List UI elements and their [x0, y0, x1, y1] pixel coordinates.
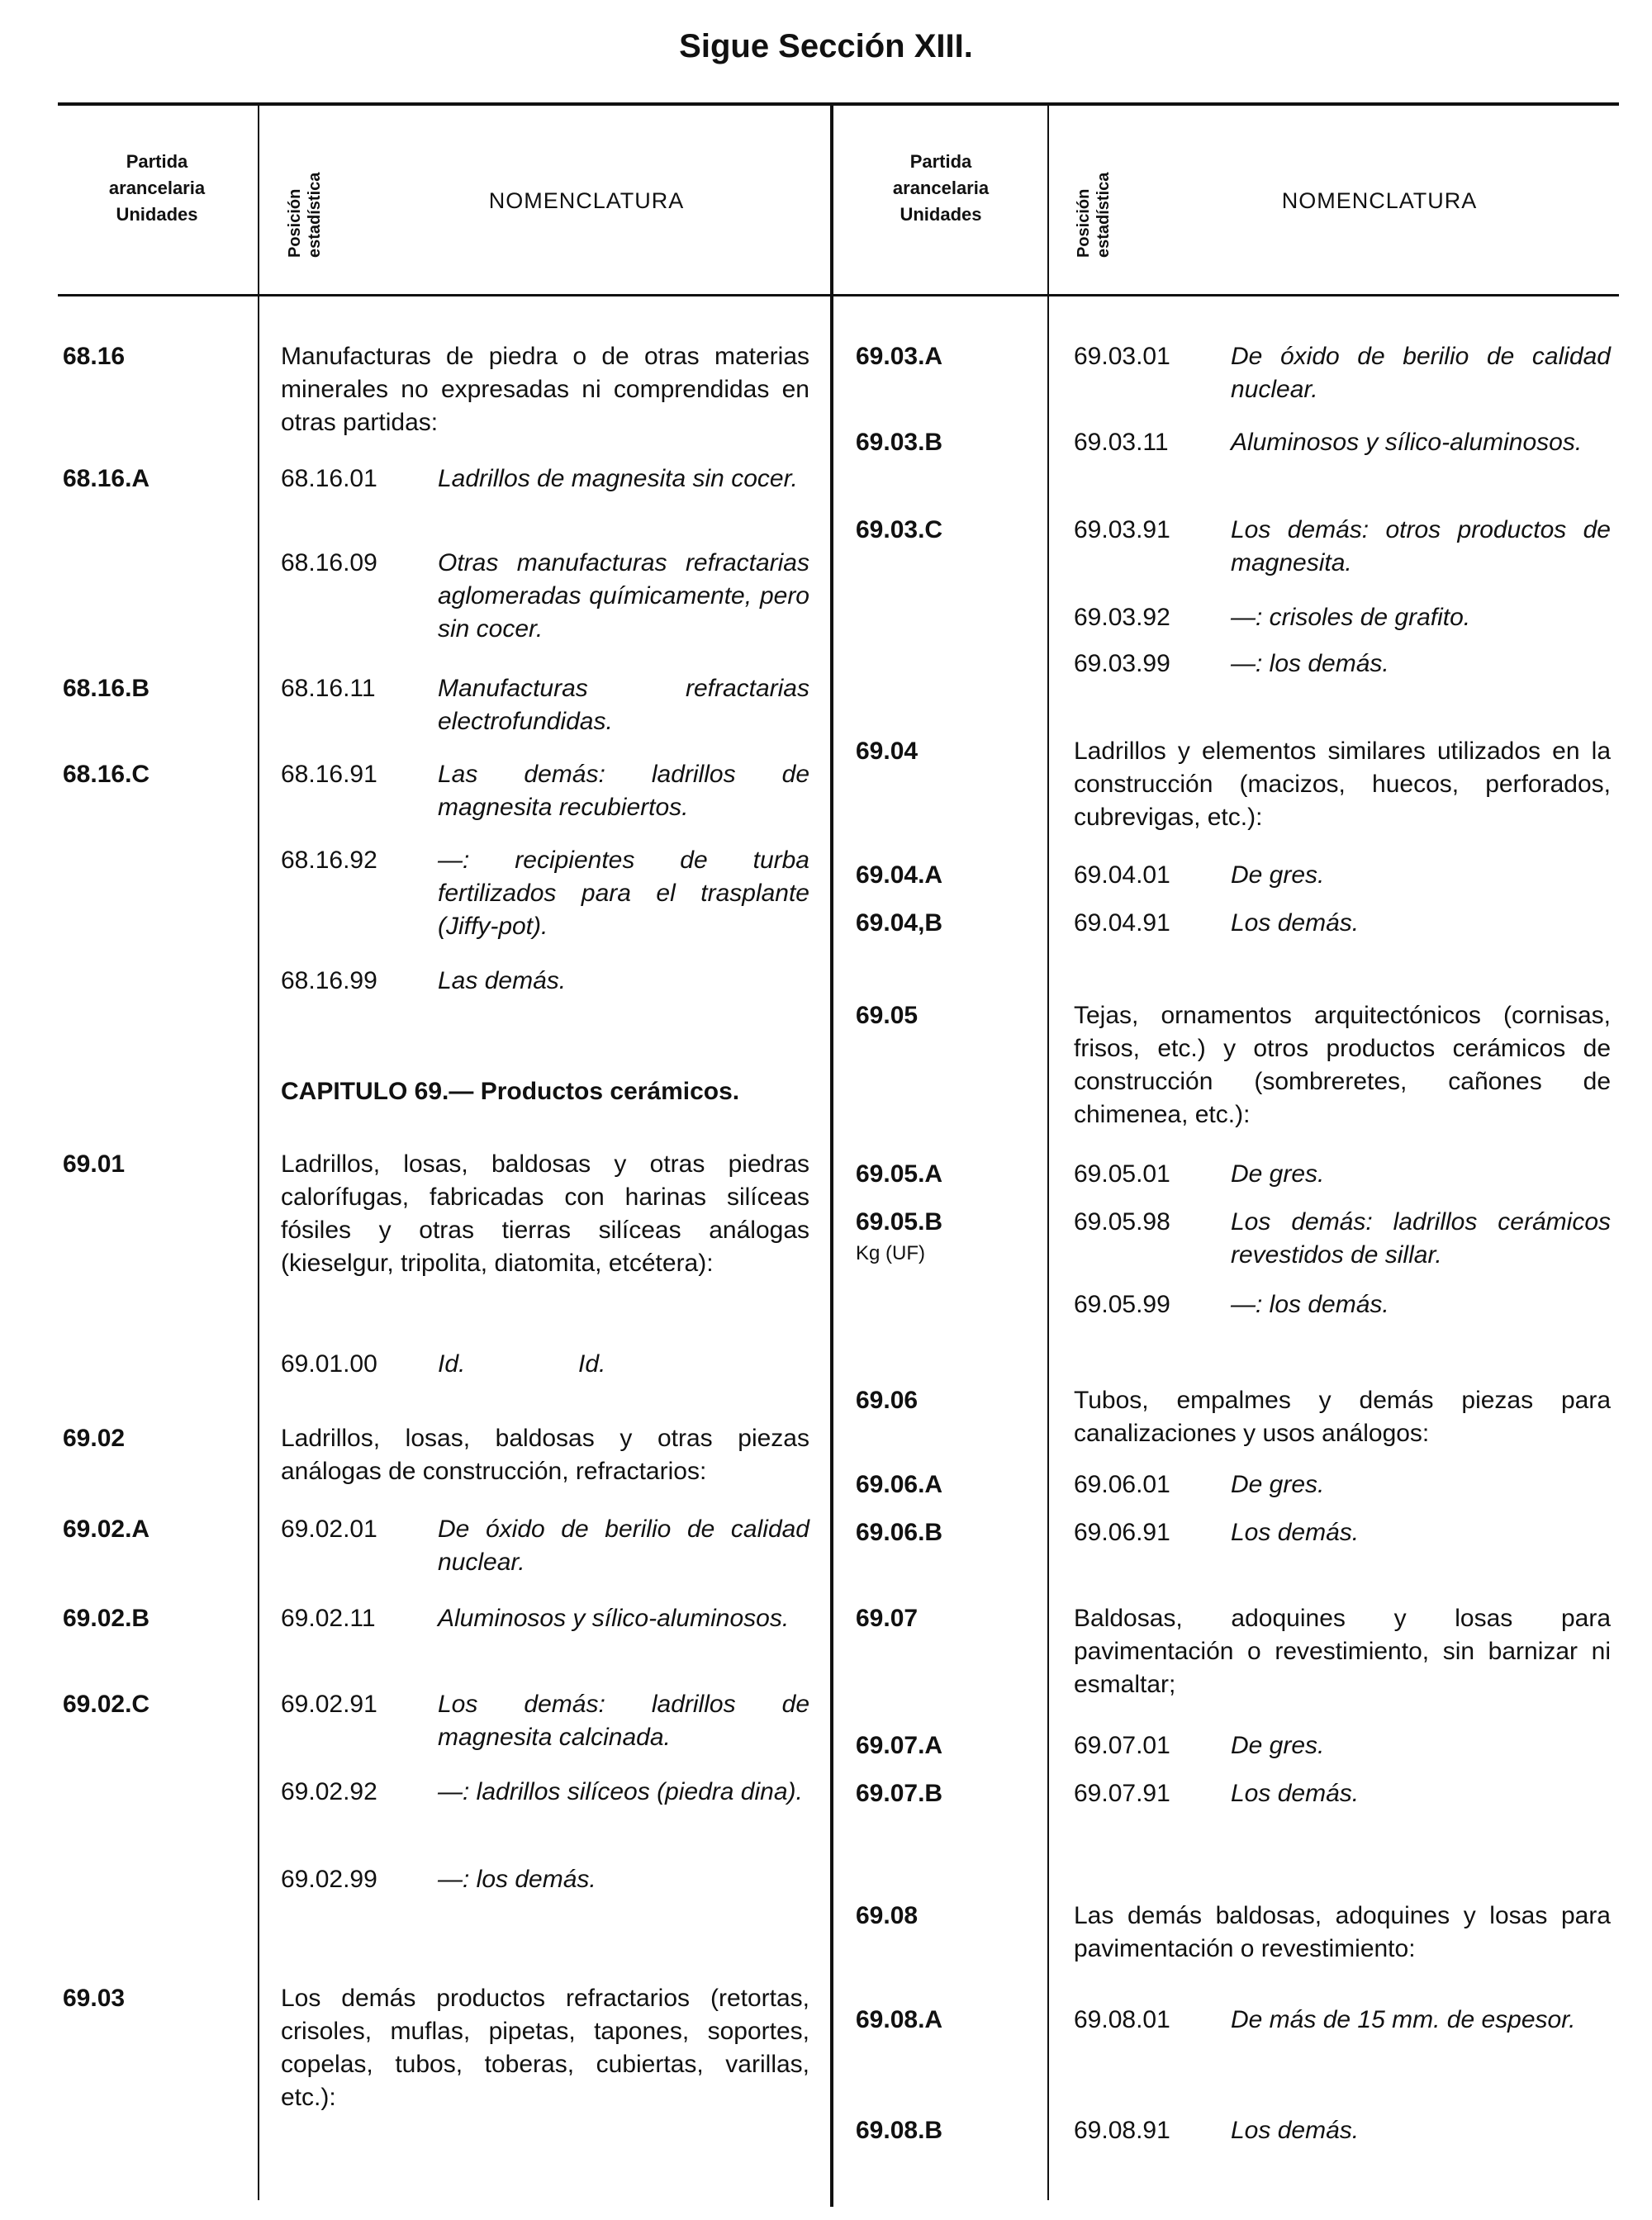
partida-code: 69.06.B [856, 1519, 943, 1546]
divider-left-pos [258, 102, 259, 2200]
nomenclature-text: De gres. [1231, 861, 1325, 889]
partida-code: 69.03.A [856, 343, 943, 370]
statistical-code: 68.16.91 [281, 761, 377, 788]
nomenclature-text: Las demás baldosas, adoquines y losas para pavimentación o revestimiento: [1074, 1902, 1611, 1962]
nomenclature-text: Aluminosos y sílico-aluminosos. [1231, 429, 1583, 456]
nomenclature-text: De más de 15 mm. de espesor. [1231, 2006, 1576, 2033]
header-rule [58, 294, 1619, 296]
statistical-code: 69.07.01 [1074, 1732, 1170, 1759]
statistical-code: 69.04.01 [1074, 861, 1170, 889]
nomenclature-text: De óxido de berilio de calidad nuclear. [438, 1516, 809, 1576]
nomenclature-text: Los demás. [1231, 2117, 1360, 2144]
header-nomenclatura-left: NOMENCLATURA [488, 188, 685, 213]
nomenclature-text: —: los demás. [1231, 1291, 1389, 1318]
chapter-heading: CAPITULO 69.— Productos cerámicos. [281, 1078, 740, 1105]
statistical-code: 69.02.91 [281, 1691, 377, 1718]
nomenclature-text: —: los demás. [438, 1866, 596, 1893]
statistical-code: 69.02.11 [281, 1605, 376, 1632]
nomenclature-text: —: crisoles de grafito. [1231, 604, 1471, 631]
partida-code: 69.08.A [856, 2006, 943, 2033]
nomenclature-text: Los demás: ladrillos de magnesita calcinada. [438, 1691, 809, 1751]
nomenclature-text: —: recipientes de turba fertilizados para el trasplante (Jiffy-pot). [438, 847, 809, 940]
nomenclature-text: De gres. [1231, 1732, 1325, 1759]
partida-code: 69.04,B [856, 909, 943, 937]
partida-code: 69.04 [856, 738, 919, 765]
nomenclature-text: Los demás: ladrillos cerámicos revestidos de sillar. [1231, 1208, 1611, 1269]
partida-code: 69.08.B [856, 2117, 943, 2144]
nomenclature-text: —: ladrillos silíceos (piedra dina). [438, 1778, 803, 1805]
statistical-code: 69.03.11 [1074, 429, 1169, 456]
partida-code: 68.16.A [63, 465, 150, 492]
statistical-code: 69.08.01 [1074, 2006, 1170, 2033]
partida-code: 69.02.C [63, 1691, 150, 1718]
statistical-code: 69.06.91 [1074, 1519, 1170, 1546]
nomenclature-text: Ladrillos, losas, baldosas y otras piezas análogas de construcción, refractarios: [281, 1425, 809, 1485]
nomenclature-text: Los demás: otros productos de magnesita. [1231, 516, 1611, 576]
nomenclature-text: Las demás. [438, 967, 567, 994]
statistical-code: 68.16.92 [281, 847, 377, 874]
partida-code: 68.16.B [63, 675, 150, 702]
nomenclature-text: Ladrillos de magnesita sin cocer. [438, 465, 798, 492]
statistical-code: 69.02.01 [281, 1516, 377, 1543]
partida-code: 68.16 [63, 343, 126, 370]
nomenclature-text: Ladrillos y elementos similares utilizados en la construcción (macizos, huecos, perforados, cubrevigas, etc.): [1074, 738, 1611, 831]
nomenclature-text: Otras manufacturas refractarias aglomeradas químicamente, pero sin cocer. [438, 549, 809, 643]
partida-code: 69.06.A [856, 1471, 943, 1498]
statistical-code: 69.05.99 [1074, 1291, 1170, 1318]
nomenclature-text: Tejas, ornamentos arquitectónicos (cornisas, frisos, etc.) y otros productos cerámicos de construcción (sombreretes, cañones de chimenea, etc.): [1074, 1002, 1611, 1128]
header-partida-right: Partida arancelaria Unidades [892, 151, 990, 225]
statistical-code: 69.01.00 [281, 1350, 377, 1378]
divider-right-pos [1047, 102, 1049, 2200]
nomenclature-text: Id. [438, 1350, 466, 1378]
statistical-code: 69.05.98 [1074, 1208, 1170, 1236]
partida-code: 69.06 [856, 1387, 919, 1414]
nomenclature-text: De gres. [1231, 1471, 1325, 1498]
nomenclature-text: De gres. [1231, 1160, 1325, 1188]
unit-label: Kg (UF) [856, 1242, 925, 1264]
partida-code: 69.07 [856, 1605, 919, 1632]
header-partida-left: Partida arancelaria Unidades [108, 151, 206, 225]
header-posicion-right: Posición estadística [1075, 172, 1113, 258]
nomenclature-text: De óxido de berilio de calidad nuclear. [1231, 343, 1611, 403]
partida-code: 69.05.B [856, 1208, 943, 1236]
partida-code: 69.07.A [856, 1732, 943, 1759]
statistical-code: 68.16.01 [281, 465, 377, 492]
partida-code: 69.02 [63, 1425, 126, 1452]
statistical-code: 69.03.01 [1074, 343, 1170, 370]
nomenclature-text: Las demás: ladrillos de magnesita recubiertos. [438, 761, 809, 821]
partida-code: 69.07.B [856, 1780, 943, 1807]
nomenclature-text: Ladrillos, losas, baldosas y otras piedras calorífugas, fabricadas con harinas silíceas fósiles y otras tierras silíceas análogas (kieselgur, tripolita, diatomita, etcétera): [281, 1150, 809, 1277]
statistical-code: 69.06.01 [1074, 1471, 1170, 1498]
statistical-code: 69.03.92 [1074, 604, 1170, 631]
partida-code: 69.02.A [63, 1516, 150, 1543]
header-posicion-left: Posición estadística [286, 172, 324, 258]
partida-code: 69.02.B [63, 1605, 150, 1632]
partida-code: 69.03.C [856, 516, 943, 543]
partida-code: 69.03 [63, 1985, 126, 2012]
statistical-code: 69.03.91 [1074, 516, 1170, 543]
statistical-code: 69.07.91 [1074, 1780, 1170, 1807]
statistical-code: 68.16.99 [281, 967, 377, 994]
statistical-code: 68.16.11 [281, 675, 376, 702]
nomenclature-text: Aluminosos y sílico-aluminosos. [438, 1605, 790, 1632]
partida-code: 69.05.A [856, 1160, 943, 1188]
nomenclature-text: Manufacturas refractarias electrofundidas. [438, 675, 809, 735]
partida-code: 69.08 [856, 1902, 919, 1929]
nomenclature-text: Baldosas, adoquines y losas para pavimentación o revestimiento, sin barnizar ni esmaltar; [1074, 1605, 1611, 1698]
header-nomenclatura-right: NOMENCLATURA [1281, 188, 1478, 213]
nomenclature-text: —: los demás. [1231, 650, 1389, 677]
nomenclature-text: Tubos, empalmes y demás piezas para canalizaciones y usos análogos: [1074, 1387, 1611, 1447]
partida-code: 69.03.B [856, 429, 943, 456]
partida-code: 68.16.C [63, 761, 150, 788]
statistical-code: 69.03.99 [1074, 650, 1170, 677]
statistical-code: 69.08.91 [1074, 2117, 1170, 2144]
nomenclature-text: Los demás. [1231, 1780, 1360, 1807]
nomenclature-text: Manufacturas de piedra o de otras materias minerales no expresadas ni comprendidas en otras partidas: [281, 343, 809, 436]
statistical-code: 68.16.09 [281, 549, 377, 576]
statistical-code: 69.02.92 [281, 1778, 377, 1805]
nomenclature-text: Id. [578, 1350, 606, 1378]
divider-center [830, 102, 833, 2207]
statistical-code: 69.05.01 [1074, 1160, 1170, 1188]
statistical-code: 69.02.99 [281, 1866, 377, 1893]
statistical-code: 69.04.91 [1074, 909, 1170, 937]
partida-code: 69.04.A [856, 861, 943, 889]
nomenclature-text: Los demás productos refractarios (retortas, crisoles, muflas, pipetas, tapones, soportes, copelas, tubos, toberas, cubiertas, varillas, etc.): [281, 1985, 809, 2111]
nomenclature-text: Los demás. [1231, 1519, 1360, 1546]
partida-code: 69.01 [63, 1150, 126, 1178]
top-rule [58, 102, 1619, 106]
page-title: Sigue Sección XIII. [679, 28, 973, 64]
nomenclature-text: Los demás. [1231, 909, 1360, 937]
partida-code: 69.05 [856, 1002, 919, 1029]
